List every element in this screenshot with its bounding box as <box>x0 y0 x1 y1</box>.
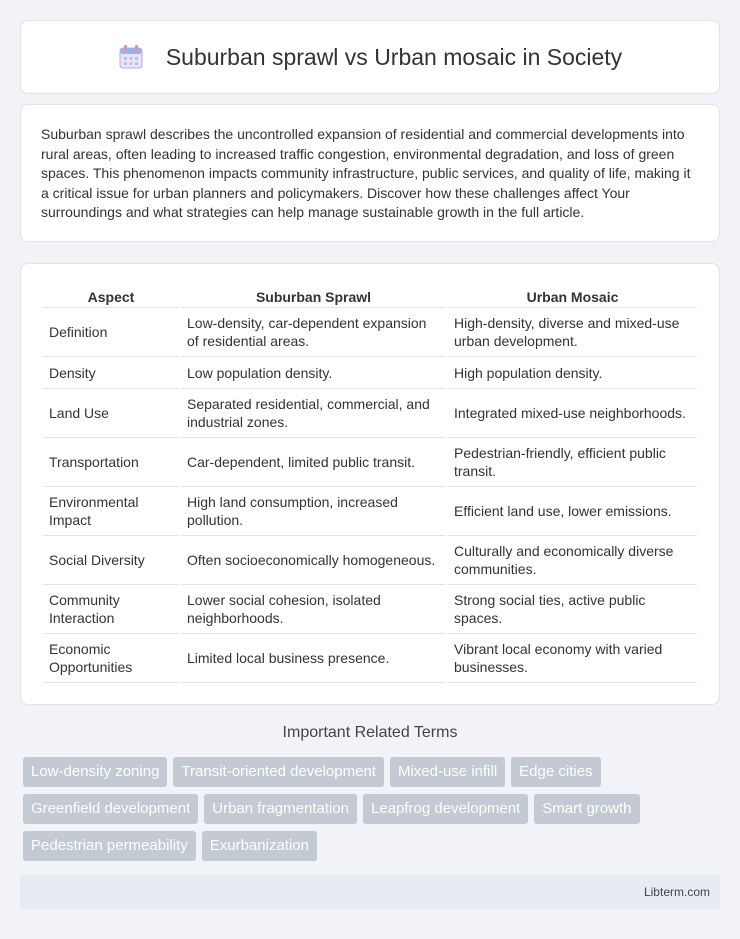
table-row <box>43 536 697 585</box>
related-term-tag[interactable]: Leapfrog development <box>363 794 528 824</box>
table-cell: Economic Opportunities <box>43 634 179 683</box>
header-aspect: Aspect <box>43 286 179 308</box>
table-cell: Environmental Impact <box>43 487 179 536</box>
table-cell: Car-dependent, limited public transit. <box>181 438 446 487</box>
header-urban-mosaic: Urban Mosaic <box>448 286 697 308</box>
table-row <box>43 438 697 487</box>
table-cell: Vibrant local economy with varied businesses. <box>448 634 697 683</box>
table-cell: Pedestrian-friendly, efficient public transit. <box>448 438 697 487</box>
table-cell: Low population density. <box>181 357 446 389</box>
table-cell: Strong social ties, active public spaces. <box>448 585 697 634</box>
table-row <box>43 487 697 536</box>
table-header-row <box>43 286 697 308</box>
table-cell: Culturally and economically diverse communities. <box>448 536 697 585</box>
related-term-tag[interactable]: Edge cities <box>511 757 600 787</box>
table-row <box>43 308 697 357</box>
related-term-tag[interactable]: Low-density zoning <box>23 757 167 787</box>
table-cell: Definition <box>43 308 179 357</box>
table-cell: Efficient land use, lower emissions. <box>448 487 697 536</box>
footer <box>20 875 720 909</box>
table-cell: Density <box>43 357 179 389</box>
calendar-icon <box>118 44 144 70</box>
header-suburban-sprawl: Suburban Sprawl <box>181 286 446 308</box>
related-terms-title: Important Related Terms <box>282 724 458 741</box>
comparison-table-card <box>20 263 720 705</box>
table-cell: Separated residential, commercial, and industrial zones. <box>181 389 446 438</box>
table-cell: High population density. <box>448 357 697 389</box>
table-row <box>43 634 697 683</box>
table-cell: Limited local business presence. <box>181 634 446 683</box>
table-cell: Low-density, car-dependent expansion of residential areas. <box>181 308 446 357</box>
table-cell: Often socioeconomically homogeneous. <box>181 536 446 585</box>
table-row <box>43 389 697 438</box>
table-row <box>43 357 697 389</box>
table-cell: High land consumption, increased pollution. <box>181 487 446 536</box>
intro-card <box>20 104 720 242</box>
title-card <box>20 20 720 94</box>
footer-site-link[interactable]: Libterm.com <box>643 885 710 899</box>
page-title: Suburban sprawl vs Urban mosaic in Society <box>165 43 623 70</box>
table-cell: High-density, diverse and mixed-use urban development. <box>448 308 697 357</box>
related-term-tag[interactable]: Pedestrian permeability <box>23 831 196 861</box>
table-cell: Social Diversity <box>43 536 179 585</box>
table-cell: Land Use <box>43 389 179 438</box>
related-term-tag[interactable]: Urban fragmentation <box>204 794 357 824</box>
table-cell: Integrated mixed-use neighborhoods. <box>448 389 697 438</box>
related-term-tag[interactable]: Greenfield development <box>23 794 198 824</box>
table-cell: Community Interaction <box>43 585 179 634</box>
table-row <box>43 585 697 634</box>
related-term-tag[interactable]: Smart growth <box>534 794 639 824</box>
intro-text: Suburban sprawl describes the uncontrolled expansion of residential and commercial developments into rural areas, often leading to increased traffic congestion, environmental degradation, and loss of green spaces. This phenomenon impacts community infrastructure, public services, and quality of life, making it a critical issue for urban planners and policymakers. Discover how these challenges affect Your surroundings and what strategies can help manage sustainable growth in the full article. <box>41 126 691 221</box>
related-term-tag[interactable]: Mixed-use infill <box>390 757 505 787</box>
related-term-tag[interactable]: Transit-oriented development <box>173 757 384 787</box>
table-cell: Transportation <box>43 438 179 487</box>
table-cell: Lower social cohesion, isolated neighborhoods. <box>181 585 446 634</box>
comparison-table <box>41 286 699 683</box>
related-terms-tags <box>23 757 723 868</box>
related-term-tag[interactable]: Exurbanization <box>202 831 317 861</box>
